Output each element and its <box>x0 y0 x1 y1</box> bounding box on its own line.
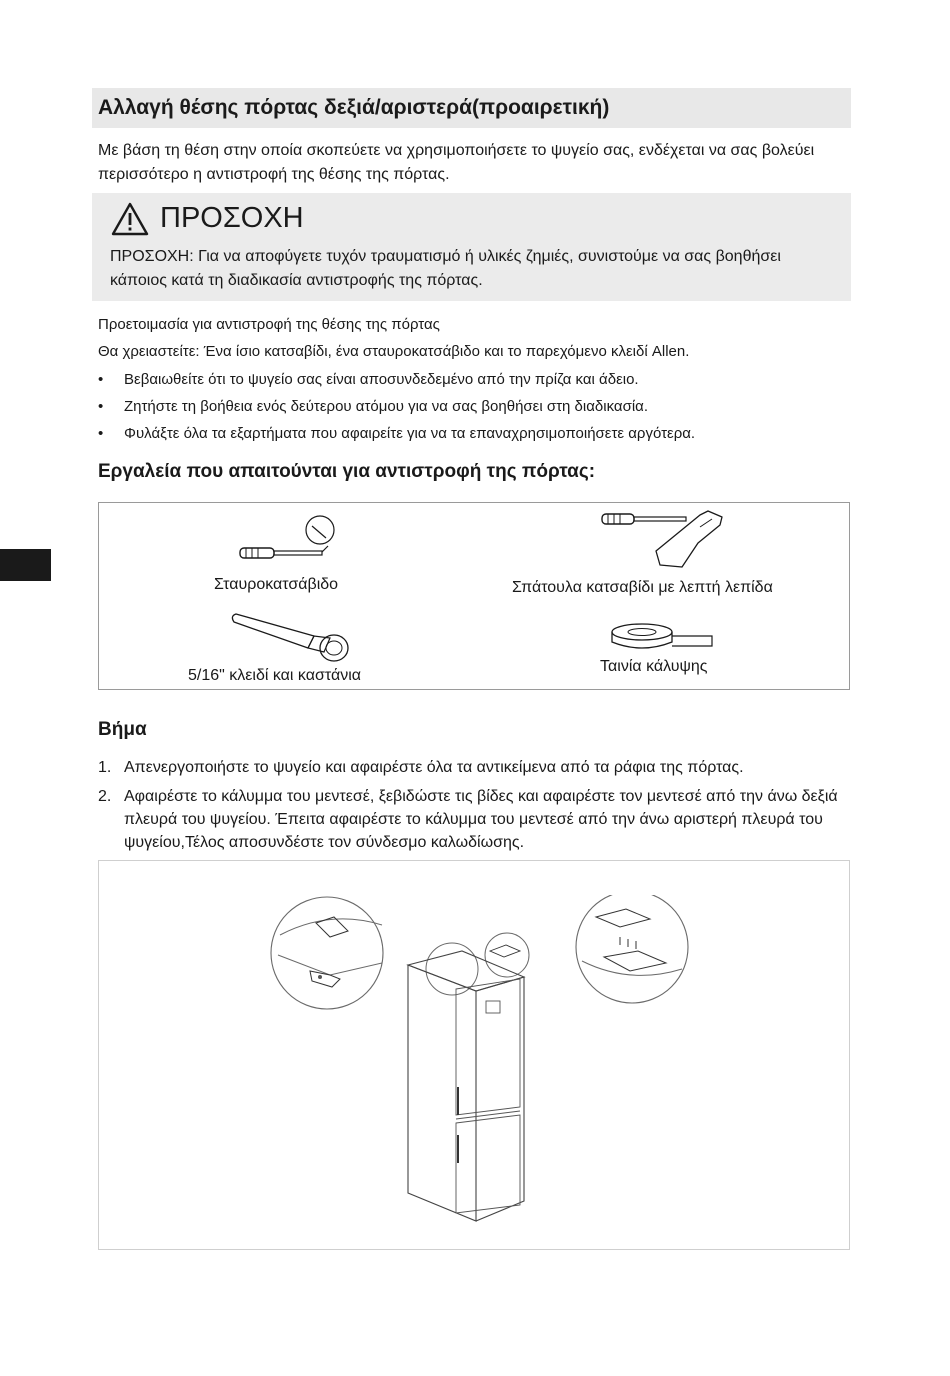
tool-label-wrench: 5/16" κλειδί και καστάνια <box>188 667 361 684</box>
side-tab-marker <box>0 549 51 581</box>
warning-triangle-icon <box>111 202 149 236</box>
masking-tape-icon <box>608 620 716 654</box>
steps-title: Βήμα <box>98 719 147 740</box>
warning-body: ΠΡΟΣΟΧΗ: Για να αποφύγετε τυχόν τραυματισμό ή υλικές ζημιές, συνιστούμε να σας βοηθήσει κάποιος κατά τη διαδικασία αντιστροφής της πόρτας. <box>110 248 781 289</box>
step-item: 1. Απενεργοποιήστε το ψυγείο και αφαιρέστε όλα τα αντικείμενα από τα ράφια της πόρτας. <box>98 759 744 776</box>
warning-title: ΠΡΟΣΟΧΗ <box>160 202 304 234</box>
step-item: 2. Αφαιρέστε το κάλυμμα του μεντεσέ, ξεβιδώστε τις βίδες και αφαιρέστε τον μεντεσέ από την άνω δεξιά πλευρά του ψυγείου. Έπειτα αφαιρέστε το κάλυμμα του μεντεσέ από την άνω αριστερή πλευρά του ψυγείου,Τέλος αποσυνδέστε τον σύνδεσμο καλωδίωσης. <box>98 788 838 851</box>
list-item: • Βεβαιωθείτε ότι το ψυγείο σας είναι αποσυνδεδεμένο από την πρίζα και άδειο. <box>98 371 639 388</box>
intro-paragraph: Με βάση τη θέση στην οποία σκοπεύετε να χρησιμοποιήσετε το ψυγείο σας, ενδέχεται να σας βολεύει περισσότερο η αντιστροφή της θέσης της πόρτας. <box>98 142 815 183</box>
phillips-screwdriver-icon <box>236 512 342 564</box>
socket-wrench-icon <box>228 608 354 666</box>
tool-label-tape: Ταινία κάλυψης <box>600 658 708 675</box>
preparation-heading: Προετοιμασία για αντιστροφή της θέσης της πόρτας <box>98 316 440 333</box>
fridge-hinge-diagram-icon <box>270 895 690 1225</box>
tools-title: Εργαλεία που απαιτούνται για αντιστροφή της πόρτας: <box>98 461 596 482</box>
section-title: Αλλαγή θέσης πόρτας δεξιά/αριστερά(προαιρετική) <box>98 96 610 119</box>
preparation-needs: Θα χρειαστείτε: Ένα ίσιο κατσαβίδι, ένα σταυροκατσάβιδο και το παρεχόμενο κλειδί Allen. <box>98 343 690 360</box>
tool-label-spatula: Σπάτουλα κατσαβίδι με λεπτή λεπίδα <box>512 579 773 596</box>
spatula-screwdriver-icon <box>600 507 730 571</box>
list-item: • Φυλάξτε όλα τα εξαρτήματα που αφαιρείτε για να τα επαναχρησιμοποιήσετε αργότερα. <box>98 425 696 442</box>
list-item: • Ζητήστε τη βοήθεια ενός δεύτερου ατόμου για να σας βοηθήσει στη διαδικασία. <box>98 398 649 415</box>
tool-label-phillips: Σταυροκατσάβιδο <box>214 576 339 593</box>
